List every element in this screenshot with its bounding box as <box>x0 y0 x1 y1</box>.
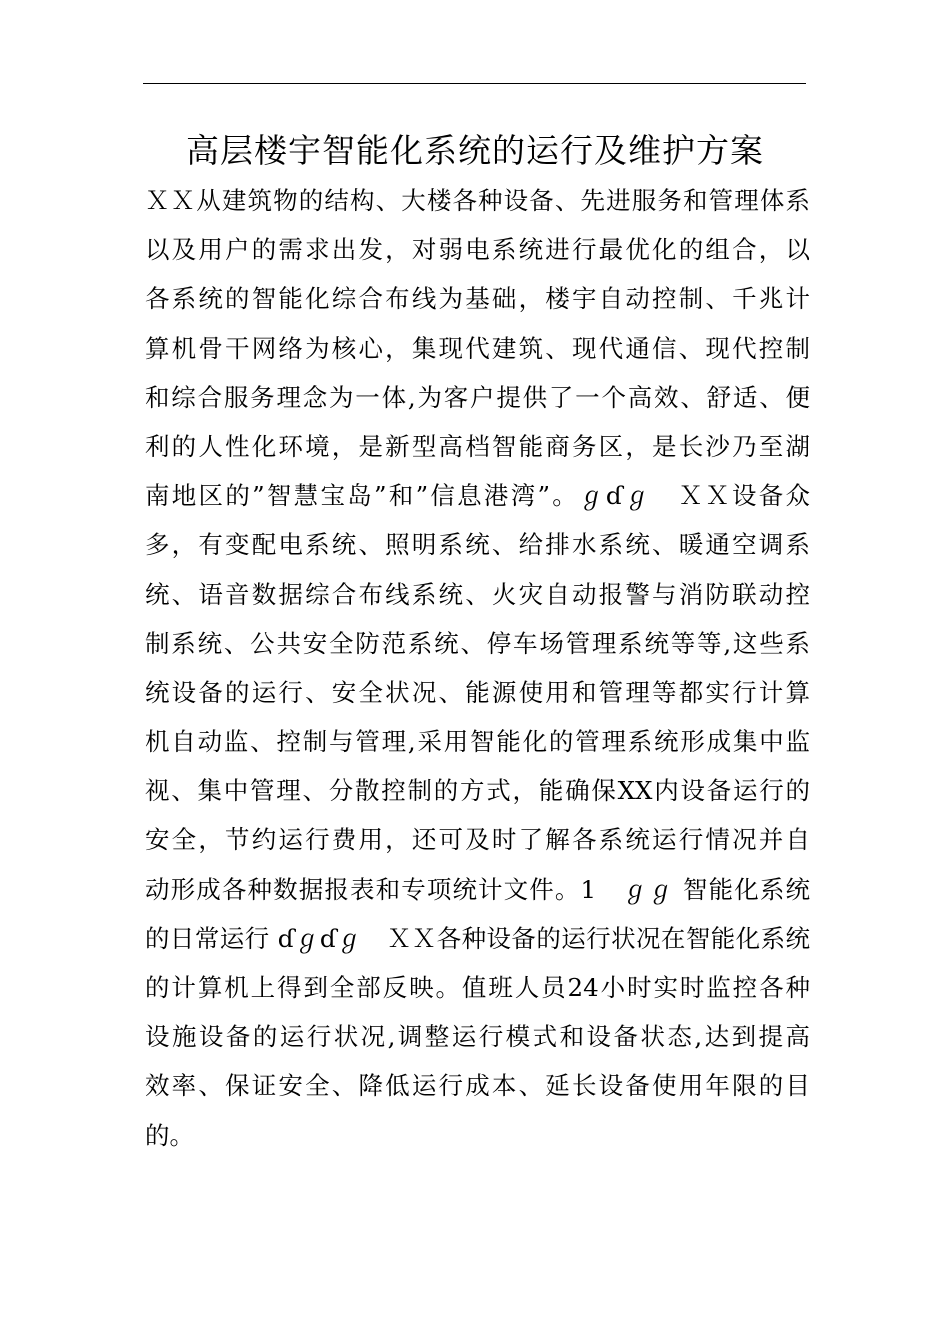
body-line: 机自动监、控制与管理,采用智能化的管理系统形成集中监 <box>145 727 810 757</box>
body-line: 南地区的”智慧宝岛”和”信息港湾”。ℊɗℊ ＸＸ设备众 <box>145 481 810 511</box>
body-line: 的日常运行 ɗℊɗℊ ＸＸ各种设备的运行状况在智能化系统 <box>145 923 810 953</box>
body-line: 动形成各种数据报表和专项统计文件。1 ℊℊ 智能化系统 <box>145 874 810 904</box>
body-line: 和综合服务理念为一体,为客户提供了一个高效、舒适、便 <box>145 382 810 412</box>
body-line: 设施设备的运行状况,调整运行模式和设备状态,达到提高 <box>145 1022 810 1052</box>
body-line: 各系统的智能化综合布线为基础，楼宇自动控制、千兆计 <box>145 284 810 314</box>
document-body <box>145 176 810 1160</box>
body-line: 利的人性化环境，是新型高档智能商务区，是长沙乃至湖 <box>145 431 810 461</box>
body-line: 算机骨干网络为核心，集现代建筑、现代通信、现代控制 <box>145 333 810 363</box>
body-line: 以及用户的需求出发，对弱电系统进行最优化的组合，以 <box>145 235 810 265</box>
body-line: 统设备的运行、安全状况、能源使用和管理等都实行计算 <box>145 677 810 707</box>
header-rule <box>143 83 806 84</box>
document-title: 高层楼宇智能化系统的运行及维护方案 <box>186 131 764 170</box>
body-line: 多，有变配电系统、照明系统、给排水系统、暖通空调系 <box>145 530 810 560</box>
body-line: 效率、保证安全、降低运行成本、延长设备使用年限的目 <box>145 1071 810 1101</box>
body-line: 制系统、公共安全防范系统、停车场管理系统等等,这些系 <box>145 628 810 658</box>
body-line: 的。 <box>145 1120 194 1150</box>
body-line: ＸＸ从建筑物的结构、大楼各种设备、先进服务和管理体系 <box>145 186 810 215</box>
body-line: 的计算机上得到全部反映。值班人员24小时实时监控各种 <box>145 973 810 1002</box>
body-line: 安全，节约运行费用，还可及时了解各系统运行情况并自 <box>145 825 810 855</box>
body-line: 视、集中管理、分散控制的方式，能确保XX内设备运行的 <box>145 776 810 806</box>
body-line: 统、语音数据综合布线系统、火灾自动报警与消防联动控 <box>145 579 810 609</box>
